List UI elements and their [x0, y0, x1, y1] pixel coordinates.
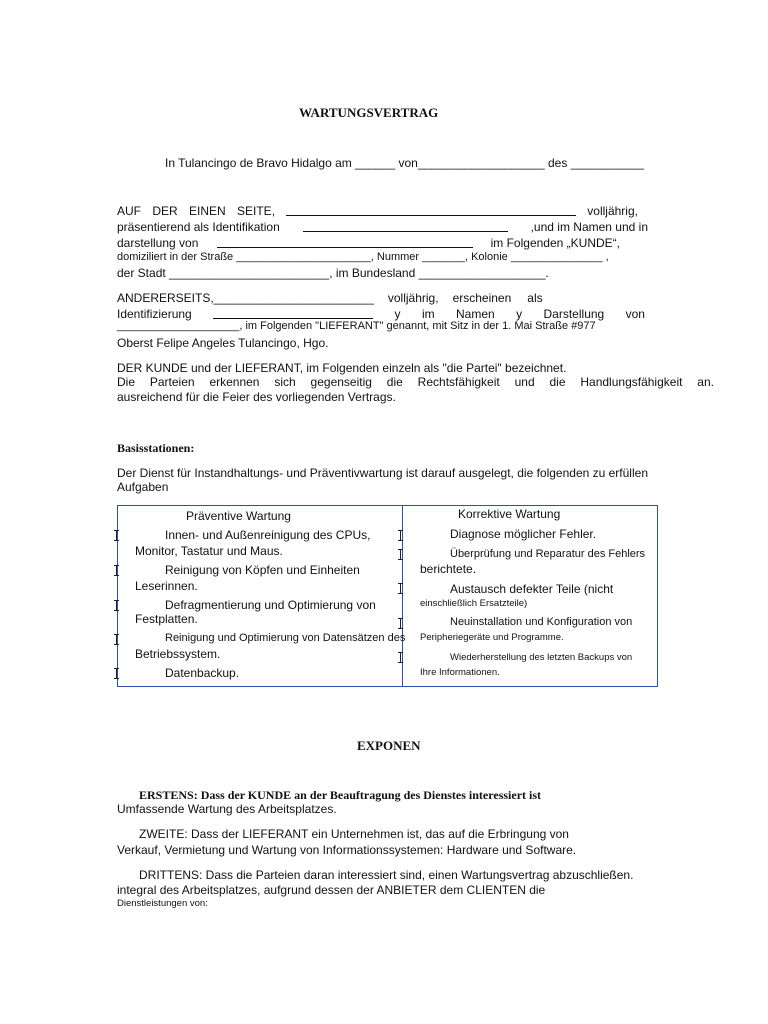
place-date-line: In Tulancingo de Bravo Hidalgo am ______ von___________________ des ___________	[165, 156, 645, 170]
basis-description-line-1: Der Dienst für Instandhaltungs- und Präventivwartung ist darauf ausgelegt, die folgenden zu erfüllen	[117, 466, 648, 480]
preventive-item-4-cont: Betriebssystem.	[135, 647, 221, 661]
customer-representation-label: darstellung von	[117, 236, 199, 250]
corrective-item-3: Austausch defekter Teile (nicht	[450, 582, 614, 596]
corrective-item-2: Überprüfung und Reparatur des Fehlers	[450, 548, 646, 560]
customer-id-label: präsentierend als Identifikation	[117, 220, 280, 234]
first-clause-cont: Umfassende Wartung des Arbeitsplatzes.	[117, 802, 337, 816]
supplier-intro: ANDERERSEITS,________________________	[117, 291, 374, 305]
basis-heading: Basisstationen:	[117, 441, 195, 455]
third-clause: DRITTENS: Dass die Parteien daran interessiert sind, einen Wartungsvertrag abzuschließen.	[139, 868, 634, 882]
corrective-item-5: Wiederherstellung des letzten Backups von	[450, 652, 633, 663]
customer-kunde-label: im Folgenden „KUNDE“,	[490, 236, 620, 250]
supplier-address-line: ____________________, im Folgenden "LIEFERANT" genannt, mit Sitz in der 1. Mai Straße #977	[117, 320, 596, 332]
corrective-item-1: Diagnose möglicher Fehler.	[450, 527, 597, 541]
supplier-representation-label: Darstellung	[543, 307, 605, 321]
list-marker-icon	[114, 565, 120, 576]
list-marker-icon	[114, 634, 120, 645]
preventive-item-2: Reinigung von Köpfen und Einheiten	[165, 563, 360, 577]
supplier-id-blank	[213, 307, 373, 319]
preventive-header: Präventive Wartung	[186, 509, 291, 523]
customer-line-1	[117, 204, 638, 218]
supplier-as-label: als	[527, 291, 543, 305]
second-clause: ZWEITE: Dass der LIEFERANT ein Unternehmen ist, das auf die Erbringung von	[139, 827, 569, 841]
parties-recognition: Die Parteien erkennen sich gegenseitig die Rechtsfähigkeit und die Handlungsfähigkeit an.	[117, 375, 714, 389]
customer-representation-blank	[217, 236, 473, 248]
list-marker-icon	[114, 600, 120, 611]
supplier-line-1	[117, 291, 553, 305]
supplier-in: im	[421, 307, 435, 321]
list-marker-icon	[398, 530, 404, 541]
corrective-item-4: Neuinstallation und Konfiguration von	[450, 616, 633, 628]
corrective-item-4-cont: Peripheriegeräte und Programme.	[420, 632, 564, 643]
supplier-line-2	[117, 307, 645, 321]
list-marker-icon	[398, 652, 404, 663]
list-marker-icon	[398, 618, 404, 629]
preventive-item-1: Innen- und Außenreinigung des CPUs,	[165, 528, 371, 542]
corrective-header: Korrektive Wartung	[458, 507, 561, 521]
customer-intro: AUF DER EINEN SEITE,	[117, 204, 276, 218]
third-clause-cont: integral des Arbeitsplatzes, aufgrund dessen der ANBIETER dem CLIENTEN die	[117, 883, 546, 897]
supplier-appear-label: erscheinen	[452, 291, 512, 305]
preventive-item-1-cont: Monitor, Tastatur und Maus.	[135, 544, 283, 558]
first-clause: ERSTENS: Dass der KUNDE an der Beauftragung des Dienstes interessiert ist	[139, 788, 542, 802]
preventive-item-5: Datenbackup.	[165, 666, 240, 680]
customer-id-blank	[303, 220, 508, 232]
preventive-item-3-cont: Festplatten.	[135, 612, 198, 626]
list-marker-icon	[114, 530, 120, 541]
second-clause-cont: Verkauf, Vermietung und Wartung von Informationssystemen: Hardware und Software.	[117, 843, 577, 857]
supplier-and-2: y	[516, 307, 523, 321]
basis-description-line-2: Aufgaben	[117, 480, 169, 494]
list-marker-icon	[398, 583, 404, 594]
customer-city-line: der Stadt ________________________, im Bundesland ___________________.	[117, 266, 549, 280]
supplier-and-1: y	[394, 307, 401, 321]
supplier-age-label: volljährig,	[387, 291, 439, 305]
supplier-of-label: von	[625, 307, 645, 321]
preventive-item-3: Defragmentierung und Optimierung von	[165, 598, 376, 612]
third-clause-end: Dienstleistungen von:	[117, 898, 208, 909]
preventive-item-4: Reinigung und Optimierung von Datensätzen des	[165, 632, 406, 644]
customer-age-label: volljährig,	[587, 204, 638, 218]
list-marker-icon	[398, 549, 404, 560]
supplier-id-label: Identifizierung	[117, 307, 192, 321]
corrective-item-2-cont: berichtete.	[420, 562, 477, 576]
customer-name-blank	[286, 204, 576, 216]
supplier-name-label: Namen	[456, 307, 495, 321]
document-title: WARTUNGSVERTRAG	[299, 105, 439, 120]
customer-address-line: domiziliert in der Straße ______________________, Nummer _______, Kolonie _______________ ,	[117, 251, 609, 263]
customer-line-2	[117, 220, 648, 234]
exponen-heading: EXPONEN	[357, 738, 421, 753]
corrective-item-3-cont: einschließlich Ersatzteile)	[420, 598, 528, 609]
preventive-item-2-cont: Leserinnen.	[135, 579, 198, 593]
customer-line-3	[117, 236, 620, 250]
parties-definition: DER KUNDE und der LIEFERANT, im Folgenden einzeln als "die Partei" bezeichnet.	[117, 361, 567, 375]
corrective-item-5-cont: Ihre Informationen.	[420, 667, 500, 678]
customer-name-rep-label: ,und im Namen und in	[530, 220, 648, 234]
supplier-city-line: Oberst Felipe Angeles Tulancingo, Hgo.	[117, 336, 329, 350]
list-marker-icon	[114, 668, 120, 679]
parties-sufficiency: ausreichend für die Feier des vorliegenden Vertrags.	[117, 390, 396, 404]
